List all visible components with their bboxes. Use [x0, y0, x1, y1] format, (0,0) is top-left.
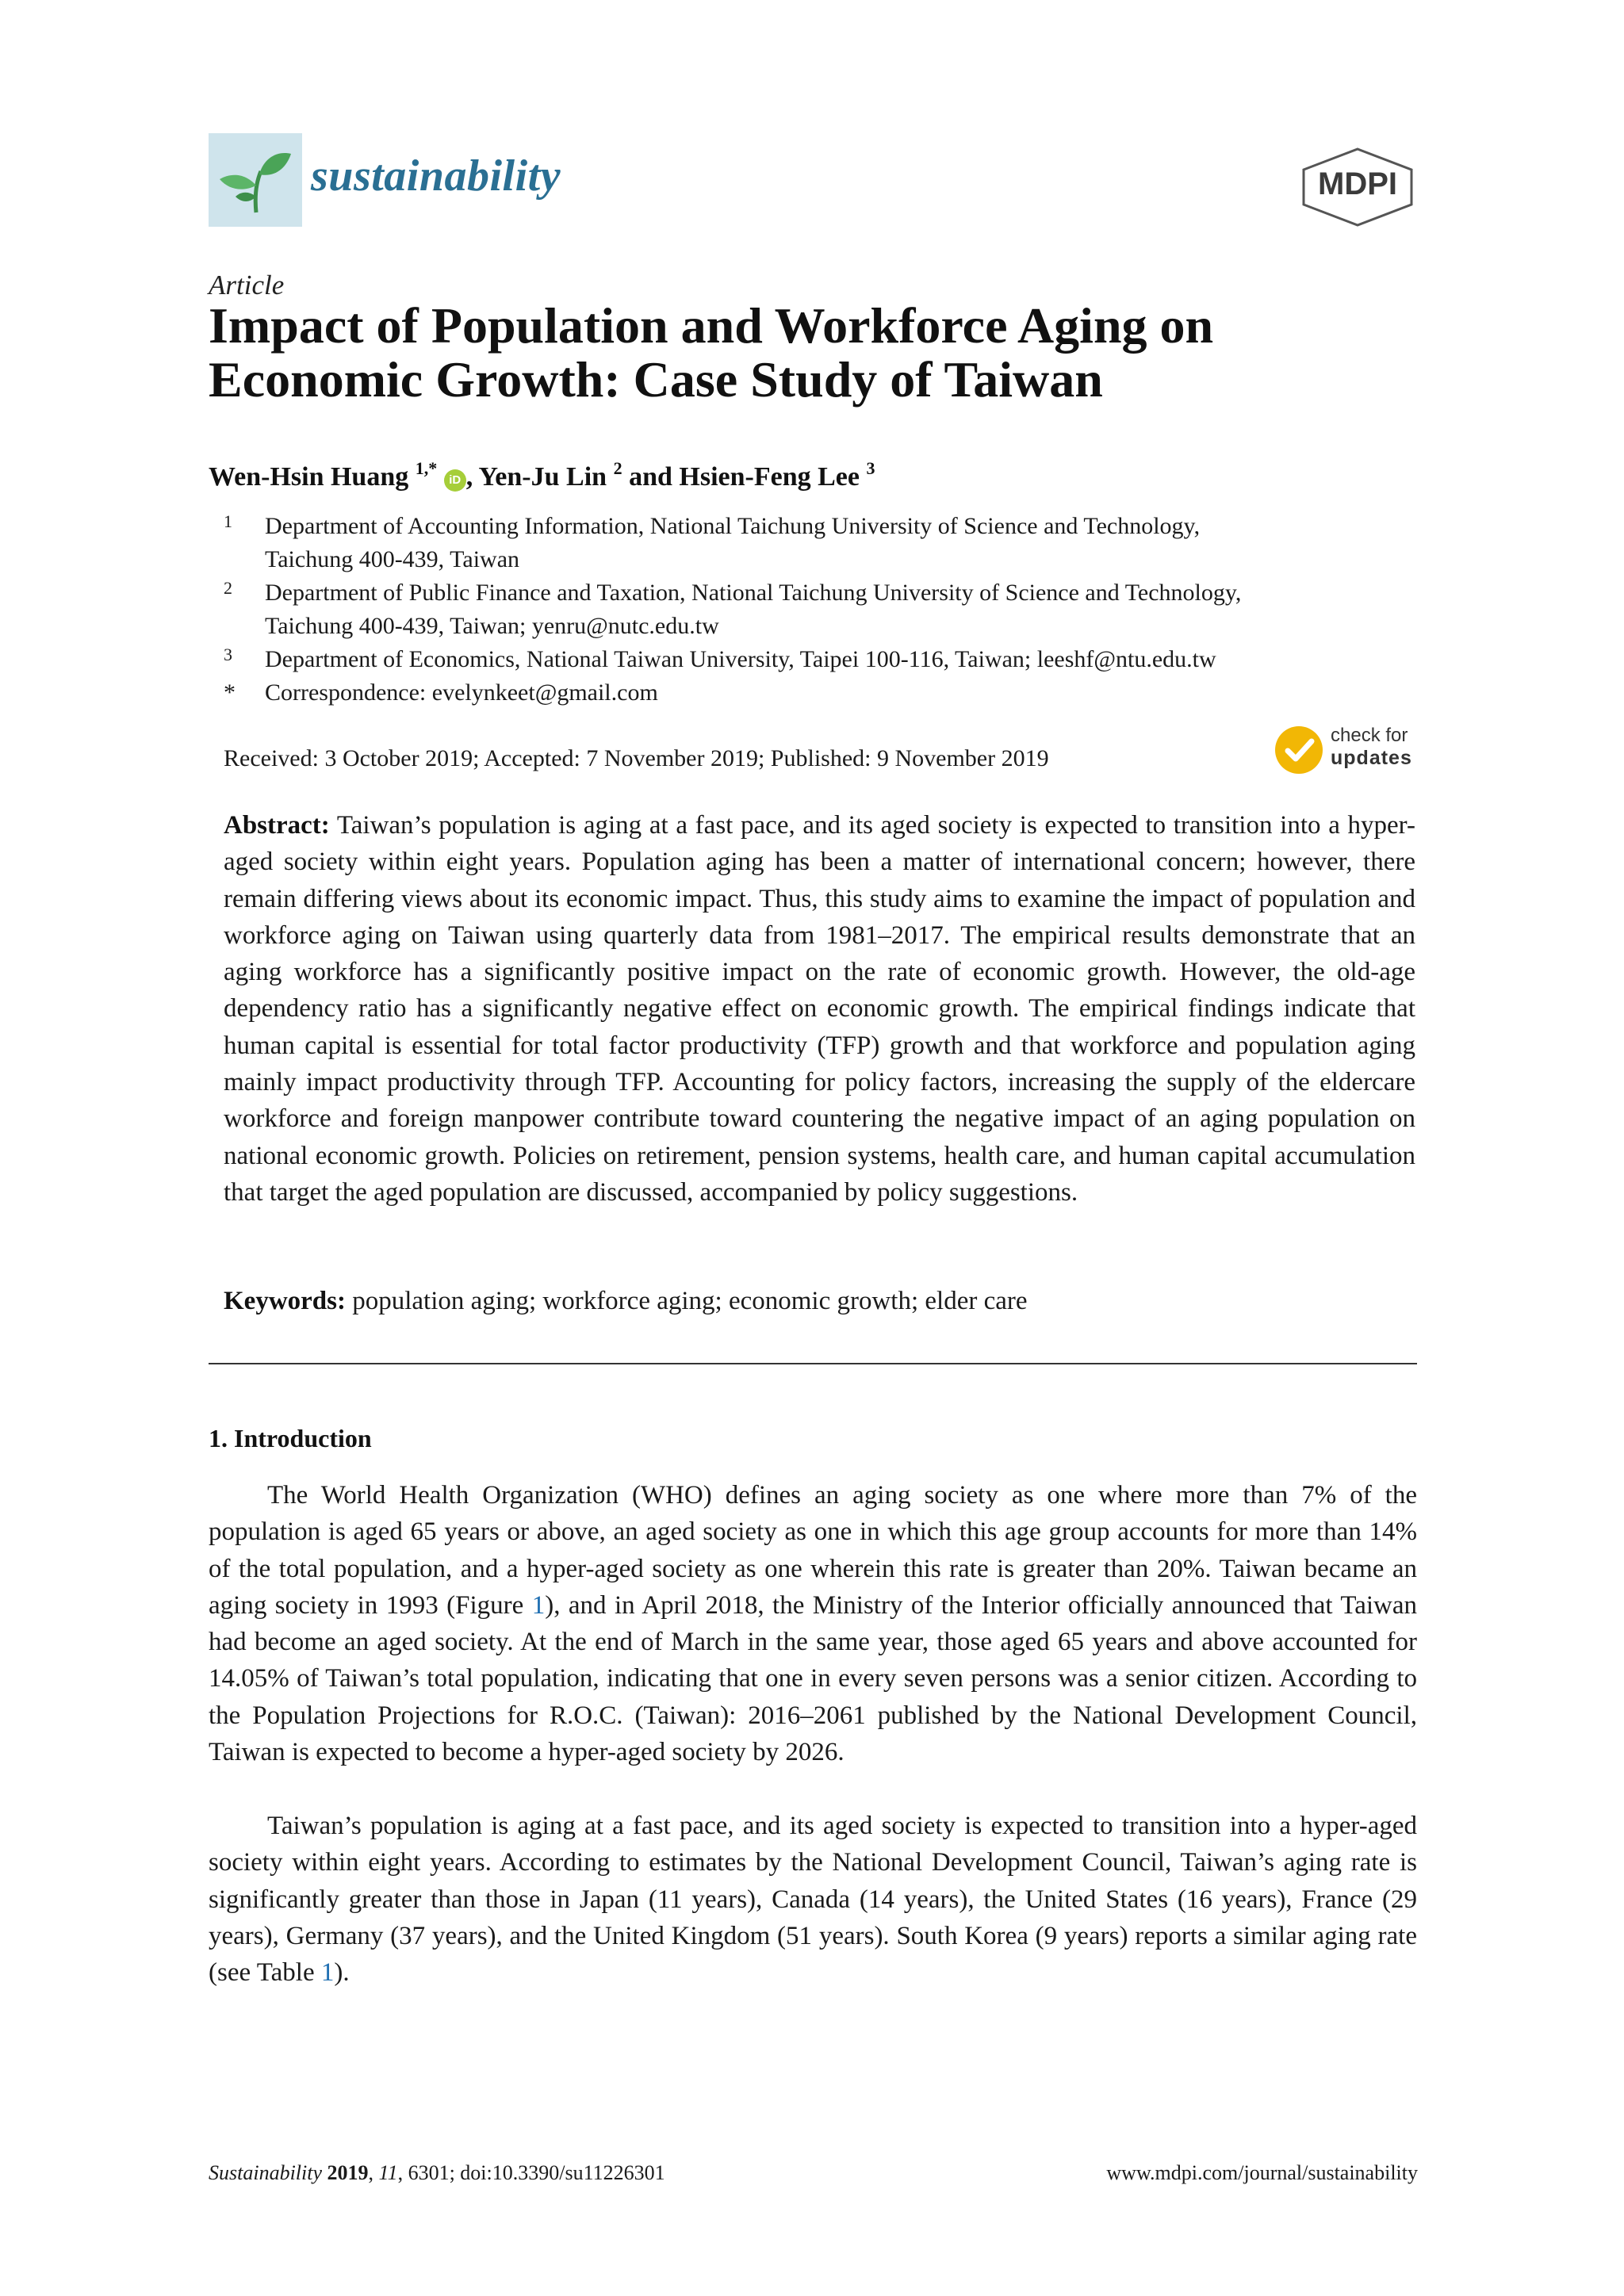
author-affiliation-marker: 1,*	[415, 458, 438, 478]
affiliation-marker: *	[224, 679, 236, 706]
checkmark-icon	[1275, 726, 1323, 774]
journal-url-link[interactable]: www.mdpi.com/journal/sustainability	[1106, 2161, 1418, 2184]
article-type: Article	[209, 270, 285, 300]
title-line-2: Economic Growth: Case Study of Taiwan	[209, 351, 1103, 408]
affiliation-line: Department of Economics, National Taiwan University, Taipei 100-116, Taiwan; leeshf@ntu.edu.tw	[265, 646, 1216, 672]
author-conjunction: and	[629, 462, 672, 492]
affiliation-2	[224, 576, 1429, 643]
footer-doi: , 6301; doi:10.3390/su11226301	[397, 2161, 665, 2184]
orcid-icon[interactable]: iD	[444, 469, 466, 492]
author-name: Yen-Ju Lin	[478, 462, 607, 492]
abstract	[224, 807, 1415, 1211]
paragraph-text: The World Health Organization (WHO) defines an aging society as one where more than 7% of the population is aged 65 years or above, an aged society as one in which this age group accounts for more than 14% of the total population, and a hyper-aged society as one wherein this rate is greater than 20%. Taiwan became an aging society in 1993 (Figure	[209, 1481, 1417, 1620]
journal-logo-icon	[209, 133, 302, 227]
keywords	[224, 1283, 1415, 1319]
affiliation-line: Department of Accounting Information, National Taichung University of Science and Technology,	[265, 513, 1201, 539]
correspondence	[224, 676, 1429, 710]
keywords-label: Keywords:	[224, 1287, 346, 1315]
citation-footer: Sustainability 2019, 11, 6301; doi:10.3390/su11226301	[209, 2161, 665, 2184]
author-affiliation-marker: 3	[866, 458, 875, 478]
affiliation-3	[224, 643, 1429, 676]
author-separator: ,	[465, 462, 479, 492]
badge-line-2: updates	[1331, 747, 1412, 769]
check-for-updates-badge[interactable]	[1275, 723, 1418, 779]
affiliation-line: Taichung 400-439, Taiwan	[265, 546, 520, 572]
footer-volume: 11	[378, 2161, 398, 2184]
paragraph-text: Taiwan’s population is aging at a fast pace, and its aged society is expected to transition into a hyper-aged society within eight years. According to estimates by the National Development Council, Taiwan’s aging rate is significantly greater than those in Japan (11 years), Canada (14 years), the United States (16 years), France (29 years), Germany (37 years), and the United Kingdom (51 years). South Korea (9 years) reports a similar aging rate (see Table	[209, 1812, 1417, 1988]
journal-name: sustainability	[311, 151, 561, 201]
author-list	[209, 458, 875, 492]
affiliation-marker: 3	[224, 645, 232, 664]
affiliation-marker: 2	[224, 578, 232, 598]
publication-dates: Received: 3 October 2019; Accepted: 7 November 2019; Published: 9 November 2019	[224, 745, 1049, 771]
affiliation-marker: 1	[224, 511, 232, 531]
author-name: Wen-Hsin Huang	[209, 462, 409, 492]
section-heading: 1. Introduction	[209, 1424, 372, 1452]
paragraph-text: ).	[334, 1958, 350, 1988]
title-line-1: Impact of Population and Workforce Aging on	[209, 297, 1214, 354]
affiliation-line: Taichung 400-439, Taiwan; yenru@nutc.edu.tw	[265, 613, 719, 639]
author-name: Hsien-Feng Lee	[679, 462, 860, 492]
author-affiliation-marker: 2	[613, 458, 622, 478]
paragraph-2	[209, 1808, 1417, 1991]
table-reference-link[interactable]: 1	[320, 1958, 335, 1988]
affiliation-line: Correspondence: evelynkeet@gmail.com	[265, 679, 658, 706]
affiliation-line: Department of Public Finance and Taxation, National Taichung University of Science and Technology,	[265, 580, 1242, 606]
footer-journal: Sustainability	[209, 2161, 322, 2184]
section-divider	[209, 1363, 1417, 1364]
paragraph-text: ), and in April 2018, the Ministry of the Interior officially announced that Taiwan had become an aged society. At the end of March in the same year, those aged 65 years and above accounted for 14.05% of Taiwan’s total population, indicating that one in every seven persons was a senior citizen. According to the Population Projections for R.O.C. (Taiwan): 2016–2061 published by the National Development Council, Taiwan is expected to become a hyper-aged society by 2026.	[209, 1590, 1418, 1767]
publisher-name: MDPI	[1318, 166, 1397, 201]
paragraph-1	[209, 1477, 1417, 1770]
keywords-text: population aging; workforce aging; economic growth; elder care	[352, 1287, 1028, 1315]
affiliation-1	[224, 510, 1429, 576]
footer-year: 2019	[327, 2161, 369, 2184]
abstract-text: Taiwan’s population is aging at a fast pace, and its aged society is expected to transition into a hyper-aged society within eight years. Population aging has been a matter of international concern; however, there remain differing views about its economic impact. Thus, this study aims to examine the impact of population and workforce aging on Taiwan using quarterly data from 1981–2017. The empirical results demonstrate that an aging workforce has a significantly positive impact on the rate of economic growth. However, the old-age dependency ratio has a significantly negative effect on economic growth. The empirical findings indicate that human capital is essential for total factor productivity (TFP) growth and that workforce and population aging mainly impact productivity through TFP. Accounting for policy factors, increasing the supply of the eldercare workforce and foreign manpower contribute toward countering the negative impact of an aging population on national economic growth. Policies on retirement, pension systems, health care, and human capital accumulation that target the aged population are discussed, accompanied by policy suggestions.	[224, 811, 1415, 1207]
badge-line-1: check for	[1331, 725, 1408, 746]
paper-title	[209, 299, 1414, 407]
figure-reference-link[interactable]: 1	[531, 1590, 546, 1620]
abstract-label: Abstract:	[224, 811, 330, 840]
